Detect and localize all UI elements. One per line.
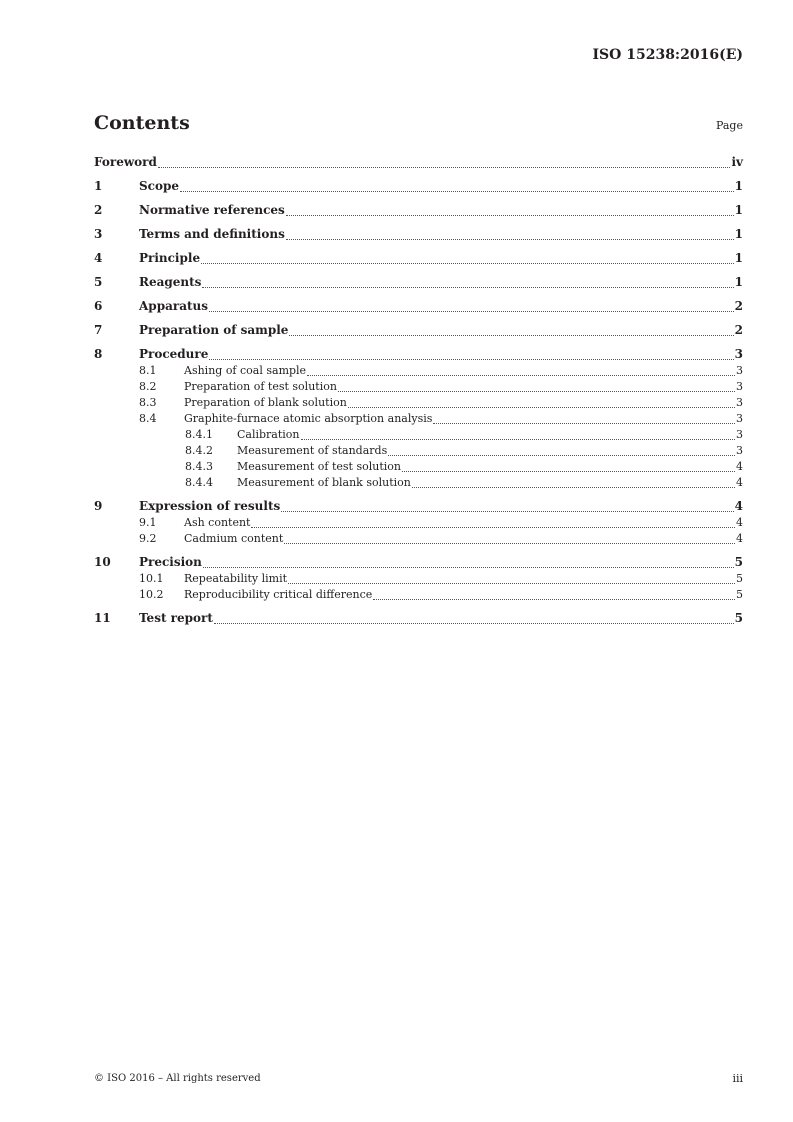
toc-entry[interactable]	[94, 363, 743, 379]
toc-entry-number: 8.4.1	[185, 428, 213, 441]
toc-entry-page: 5	[734, 611, 743, 625]
dot-leader	[209, 311, 734, 312]
toc-entry-number: 9.2	[139, 532, 157, 545]
toc-entry-number: 9.1	[139, 516, 157, 529]
toc-entry-page: 4	[736, 476, 743, 489]
toc-entry-number: 3	[94, 227, 103, 241]
toc-entry-page: 2	[734, 323, 743, 337]
toc-entry-title: Measurement of test solution	[237, 460, 401, 473]
toc-entry-page: 4	[736, 516, 743, 529]
toc-entry[interactable]	[94, 515, 743, 531]
toc-entry-number: 4	[94, 251, 103, 265]
toc-entry-number: 8.4	[139, 412, 157, 425]
toc-entry[interactable]	[94, 395, 743, 411]
toc-entry-number: 10	[94, 555, 111, 569]
toc-entry[interactable]	[94, 411, 743, 427]
toc-entry-page: 3	[736, 428, 743, 441]
dot-leader	[288, 583, 735, 584]
toc-entry-number: 8.4.4	[185, 476, 213, 489]
toc-entry-page: 3	[734, 347, 743, 361]
toc-entry-page: 5	[736, 572, 743, 585]
toc-entry-title: Terms and definitions	[139, 227, 285, 241]
dot-leader	[338, 391, 735, 392]
toc-entry[interactable]	[94, 459, 743, 475]
toc-entry-page: 4	[734, 499, 743, 513]
toc-entry-title: Reproducibility critical difference	[184, 588, 373, 601]
toc-entry[interactable]	[94, 203, 743, 219]
toc-entry-number: 8.2	[139, 380, 157, 393]
dot-leader	[307, 375, 735, 376]
dot-leader	[158, 167, 731, 168]
toc-entry-title: Preparation of test solution	[184, 380, 337, 393]
toc-entry-number: 8.4.3	[185, 460, 213, 473]
document-id: ISO 15238:2016(E)	[592, 47, 743, 63]
toc-entry-page: 1	[734, 227, 743, 241]
table-of-contents	[94, 155, 743, 627]
toc-entry-number: 6	[94, 299, 103, 313]
toc-entry-page: 1	[734, 179, 743, 193]
toc-entry-page: 1	[734, 251, 743, 265]
dot-leader	[201, 263, 734, 264]
toc-entry-number: 10.1	[139, 572, 164, 585]
toc-entry-title: Principle	[139, 251, 201, 265]
footer-copyright: © ISO 2016 – All rights reserved	[94, 1073, 261, 1084]
toc-entry-number: 8.4.2	[185, 444, 213, 457]
toc-entry-title: Apparatus	[139, 299, 208, 313]
toc-entry-number: 10.2	[139, 588, 164, 601]
toc-entry-title: Measurement of blank solution	[237, 476, 411, 489]
toc-entry-page: 3	[736, 396, 743, 409]
toc-entry-number: 7	[94, 323, 103, 337]
dot-leader	[286, 215, 734, 216]
toc-entry[interactable]	[94, 427, 743, 443]
toc-entry-title: Precision	[139, 555, 202, 569]
footer-page-number: iii	[732, 1072, 743, 1085]
toc-entry[interactable]	[94, 587, 743, 603]
dot-leader	[180, 191, 734, 192]
toc-entry-page: 3	[736, 364, 743, 377]
toc-entry-title: Preparation of sample	[139, 323, 289, 337]
dot-leader	[202, 287, 733, 288]
toc-entry[interactable]	[94, 379, 743, 395]
toc-entry-title: Calibration	[237, 428, 300, 441]
toc-entry[interactable]	[94, 347, 743, 363]
dot-leader	[373, 599, 735, 600]
toc-entry-title: Scope	[139, 179, 180, 193]
toc-entry-page: 5	[736, 588, 743, 601]
toc-entry-page: 4	[736, 532, 743, 545]
toc-entry-title: Ashing of coal sample	[184, 364, 307, 377]
toc-entry-title: Procedure	[139, 347, 209, 361]
dot-leader	[214, 623, 734, 624]
toc-entry-page: 2	[734, 299, 743, 313]
dot-leader	[209, 359, 733, 360]
toc-entry-page: 4	[736, 460, 743, 473]
dot-leader	[348, 407, 735, 408]
toc-entry-page: 3	[736, 444, 743, 457]
toc-entry[interactable]	[94, 499, 743, 515]
contents-title: Contents	[94, 112, 190, 134]
dot-leader	[203, 567, 734, 568]
toc-entry-title: Repeatability limit	[184, 572, 288, 585]
toc-entry[interactable]	[94, 323, 743, 339]
toc-entry-title: Ash content	[184, 516, 251, 529]
toc-entry-page: iv	[731, 155, 743, 169]
dot-leader	[251, 527, 735, 528]
toc-entry[interactable]	[94, 443, 743, 459]
toc-entry-page: 1	[734, 275, 743, 289]
toc-entry-number: 5	[94, 275, 103, 289]
toc-entry[interactable]	[94, 155, 743, 171]
toc-entry-number: 11	[94, 611, 111, 625]
page-column-label: Page	[715, 119, 743, 132]
toc-entry[interactable]	[94, 475, 743, 491]
toc-entry-page: 5	[734, 555, 743, 569]
toc-entry-title: Measurement of standards	[237, 444, 388, 457]
dot-leader	[301, 439, 735, 440]
toc-entry-page: 1	[734, 203, 743, 217]
toc-entry[interactable]	[94, 611, 743, 627]
toc-entry-number: 2	[94, 203, 103, 217]
toc-entry-page: 3	[736, 380, 743, 393]
toc-entry[interactable]	[94, 571, 743, 587]
toc-entry-number: 8	[94, 347, 103, 361]
toc-entry[interactable]	[94, 179, 743, 195]
toc-entry-title: Reagents	[139, 275, 202, 289]
toc-entry[interactable]	[94, 555, 743, 571]
toc-entry[interactable]	[94, 531, 743, 547]
dot-leader	[388, 455, 735, 456]
dot-leader	[281, 511, 733, 512]
toc-entry-title: Test report	[139, 611, 213, 625]
toc-entry-title: Normative references	[139, 203, 285, 217]
toc-entry[interactable]	[94, 275, 743, 291]
toc-entry-title: Foreword	[94, 155, 157, 169]
toc-entry-page: 3	[736, 412, 743, 425]
toc-entry-number: 8.3	[139, 396, 157, 409]
dot-leader	[284, 543, 735, 544]
toc-entry[interactable]	[94, 227, 743, 243]
dot-leader	[433, 423, 735, 424]
toc-entry-title: Graphite-furnace atomic absorption analysis	[184, 412, 433, 425]
toc-entry-number: 8.1	[139, 364, 157, 377]
toc-entry-title: Preparation of blank solution	[184, 396, 347, 409]
dot-leader	[286, 239, 734, 240]
toc-entry-title: Expression of results	[139, 499, 281, 513]
toc-entry-number: 9	[94, 499, 103, 513]
dot-leader	[402, 471, 735, 472]
dot-leader	[289, 335, 733, 336]
toc-entry-title: Cadmium content	[184, 532, 284, 545]
dot-leader	[412, 487, 735, 488]
toc-entry[interactable]	[94, 251, 743, 267]
toc-entry-number: 1	[94, 179, 103, 193]
toc-entry[interactable]	[94, 299, 743, 315]
